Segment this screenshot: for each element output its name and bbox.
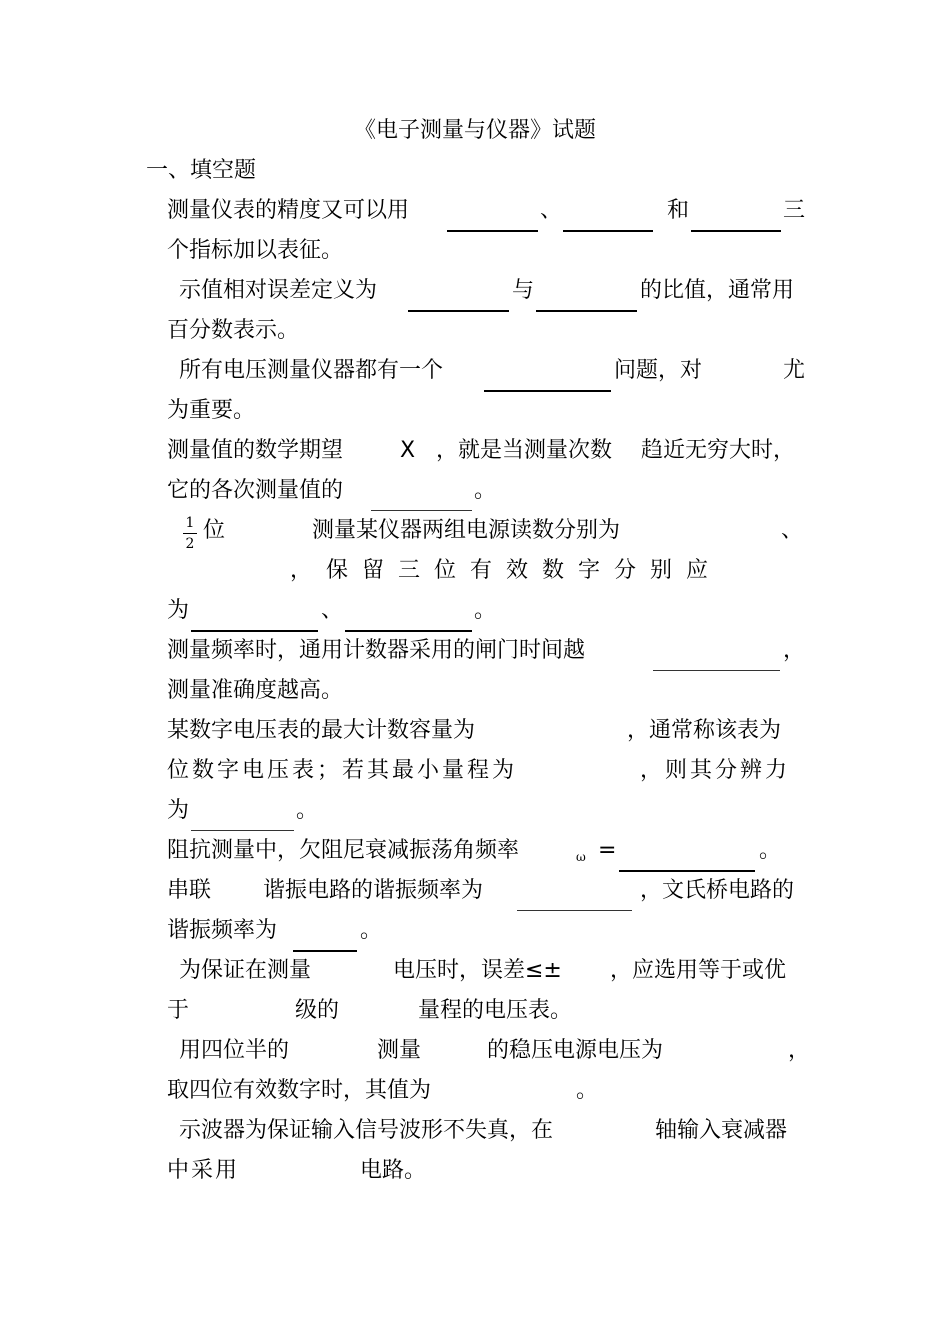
q9-blank-2[interactable] [293,950,357,952]
q3-line2: 为重要。 [167,398,256,423]
q4-text-b: ，就是当测量次数 [436,438,613,463]
q9-text-c: ，文氏桥电路的 [640,878,795,903]
q10-line2-b: 级的 [295,998,340,1023]
q10-line2-c: 量程的电压表。 [418,998,573,1023]
q9-line2: 谐振频率为 [167,918,278,943]
q11-text-c: 的稳压电源电压为 [487,1038,664,1063]
q2-blank-1[interactable] [408,310,509,312]
q9-blank-1[interactable] [517,910,632,911]
q2-text: 示值相对误差定义为 [179,278,378,303]
q2-end: 的比值，通常用 [640,278,795,303]
q1-blank-1[interactable] [447,230,538,232]
q12-line2-b: 电路。 [360,1158,427,1183]
q8-blank[interactable] [619,870,755,872]
q6-line2: 测量准确度越高。 [167,678,344,703]
q1-sep-2: 和 [667,198,690,223]
q5-text-b: 测量某仪器两组电源读数分别为 [312,518,621,543]
q10-text: 为保证在测量 [179,958,312,983]
q11-line2: 取四位有效数字时，其值为 [167,1078,432,1103]
q7-line2-b: ，则其分辨力 [640,758,791,783]
fraction-numerator: 1 [185,515,195,531]
q7-text: 某数字电压表的最大计数容量为 [167,718,476,743]
q7-line2: 位数字电压表；若其最小量程为 [167,758,518,783]
q4-line2-end: 。 [474,478,497,503]
half-fraction [183,515,197,552]
q8-end: 。 [759,838,782,863]
q9-text: 串联 [167,878,212,903]
q3-text-c: 尤 [783,358,806,383]
q3-text-b: 问题，对 [614,358,703,383]
q6-blank[interactable] [653,670,780,671]
q7-text-b: ，通常称该表为 [627,718,782,743]
q1-line2: 个指标加以表征。 [167,238,344,263]
q5-line3: 为 [167,598,190,623]
q1-text: 测量仪表的精度又可以用 [167,198,410,223]
omega-symbol: ω [576,850,586,864]
q4-x: X [400,438,416,463]
q12-line2: 中采用 [167,1158,240,1183]
q9-line2-end: 。 [360,918,383,943]
q1-blank-3[interactable] [691,230,781,232]
q5-text-b-end: 、 [781,518,804,543]
q8-eq: = [598,838,617,863]
exam-title: 《电子测量与仪器》试题 [353,118,596,143]
q4-line2: 它的各次测量值的 [167,478,344,503]
q5-line3-sep: 、 [321,598,344,623]
fraction-denominator: 2 [185,536,195,552]
q1-end: 三 [783,198,806,223]
q4-text-c: 趋近无穷大时， [641,438,796,463]
q2-mid: 与 [512,278,535,303]
q11-line2-end: 。 [576,1078,599,1103]
q3-blank[interactable] [484,390,611,392]
q10-text-b: 电压时，误差≤± [393,958,562,983]
q11-text-b: 测量 [377,1038,422,1063]
q11-text-d: ， [788,1038,811,1063]
q7-blank[interactable] [191,830,294,831]
q5-blank-1[interactable] [191,630,318,632]
q12-text-b: 轴输入衰减器 [655,1118,788,1143]
section-heading: 一、填空题 [146,158,257,183]
fraction-bar [183,533,197,534]
q7-line3: 为 [167,798,190,823]
q3-text: 所有电压测量仪器都有一个 [179,358,444,383]
q2-blank-2[interactable] [536,310,637,312]
q8-text: 阻抗测量中，欠阻尼衰减振荡角频率 [167,838,520,863]
q6-text: 测量频率时，通用计数器采用的闸门时间越 [167,638,586,663]
q4-blank[interactable] [371,510,472,511]
q7-line3-end: 。 [296,798,319,823]
q4-text: 测量值的数学期望 [167,438,344,463]
q5-text: 位 [203,518,226,543]
q10-text-c: ，应选用等于或优 [610,958,787,983]
q5-line3-end: 。 [474,598,497,623]
q1-blank-2[interactable] [563,230,653,232]
q1-sep-1: 、 [540,198,563,223]
q12-text: 示波器为保证输入信号波形不失真，在 [179,1118,554,1143]
q9-text-b: 谐振电路的谐振频率为 [263,878,484,903]
q2-line2: 百分数表示。 [167,318,300,343]
q11-text: 用四位半的 [179,1038,290,1063]
q10-line2: 于 [167,998,190,1023]
q6-comma: ， [783,638,806,663]
q5-line2: ，保留三位有效数字分别应 [290,558,723,583]
q5-blank-2[interactable] [345,630,472,632]
